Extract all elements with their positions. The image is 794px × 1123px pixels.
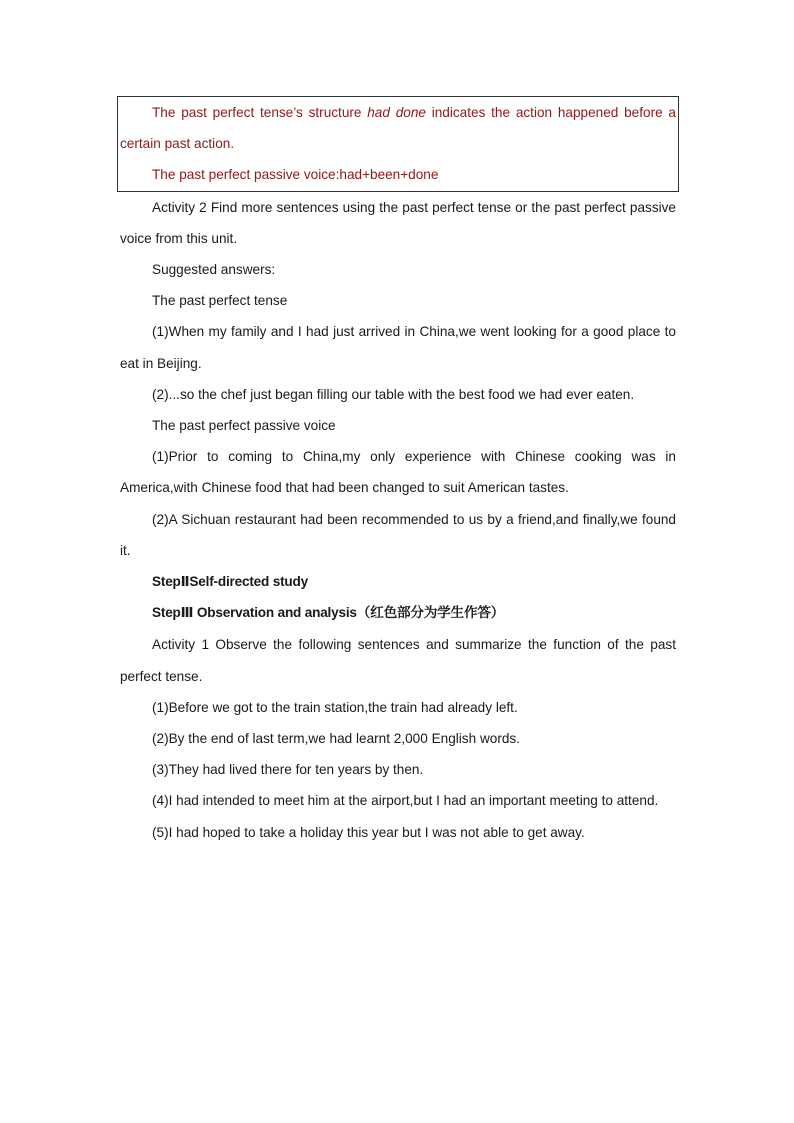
step3-note: （红色部分为学生作答） xyxy=(356,605,505,622)
step3-heading: StepⅢ Observation and analysis（红色部分为学生作答） xyxy=(152,605,505,622)
list-item: (2)A Sichuan restaurant had been recommended to us by a friend,and finally,we found it. xyxy=(120,511,676,558)
activity2-heading: Activity 2 Find more sentences using the past perfect tense or the past perfect passive voice from this unit. xyxy=(120,199,676,246)
list-item: (1)Prior to coming to China,my only experience with Chinese cooking was in America,with Chinese food that had been changed to suit American tastes. xyxy=(120,449,676,496)
grammar-rule-box xyxy=(117,96,679,192)
suggested-answers-label: Suggested answers: xyxy=(152,262,276,278)
list-item: (2)By the end of last term,we had learnt 2,000 English words. xyxy=(152,731,520,747)
activity1-heading: Activity 1 Observe the following sentences and summarize the function of the past perfect tense. xyxy=(120,637,676,684)
list-item: (1)Before we got to the train station,the train had already left. xyxy=(152,699,518,715)
list-item: (3)They had lived there for ten years by then. xyxy=(152,762,424,778)
rule-structure-term: had done xyxy=(367,105,426,120)
past-perfect-tense-title: The past perfect tense xyxy=(152,293,288,309)
list-item: (1)When my family and I had just arrived in China,we went looking for a good place to eat in Beijing. xyxy=(120,324,676,371)
list-item: (4)I had intended to meet him at the airport,but I had an important meeting to attend. xyxy=(152,793,659,809)
past-perfect-passive-title: The past perfect passive voice xyxy=(152,418,336,434)
step2-heading: StepⅡSelf-directed study xyxy=(152,574,308,590)
document-page xyxy=(120,96,676,848)
rule-past-perfect-passive: The past perfect passive voice:had+been+done xyxy=(152,167,439,183)
rule-past-perfect-tense: The past perfect tense’s structure had done indicates the action happened before a certain past action. xyxy=(120,105,676,152)
list-item: (5)I had hoped to take a holiday this year but I was not able to get away. xyxy=(152,824,585,840)
list-item: (2)...so the chef just began filling our table with the best food we had ever eaten. xyxy=(152,386,635,402)
